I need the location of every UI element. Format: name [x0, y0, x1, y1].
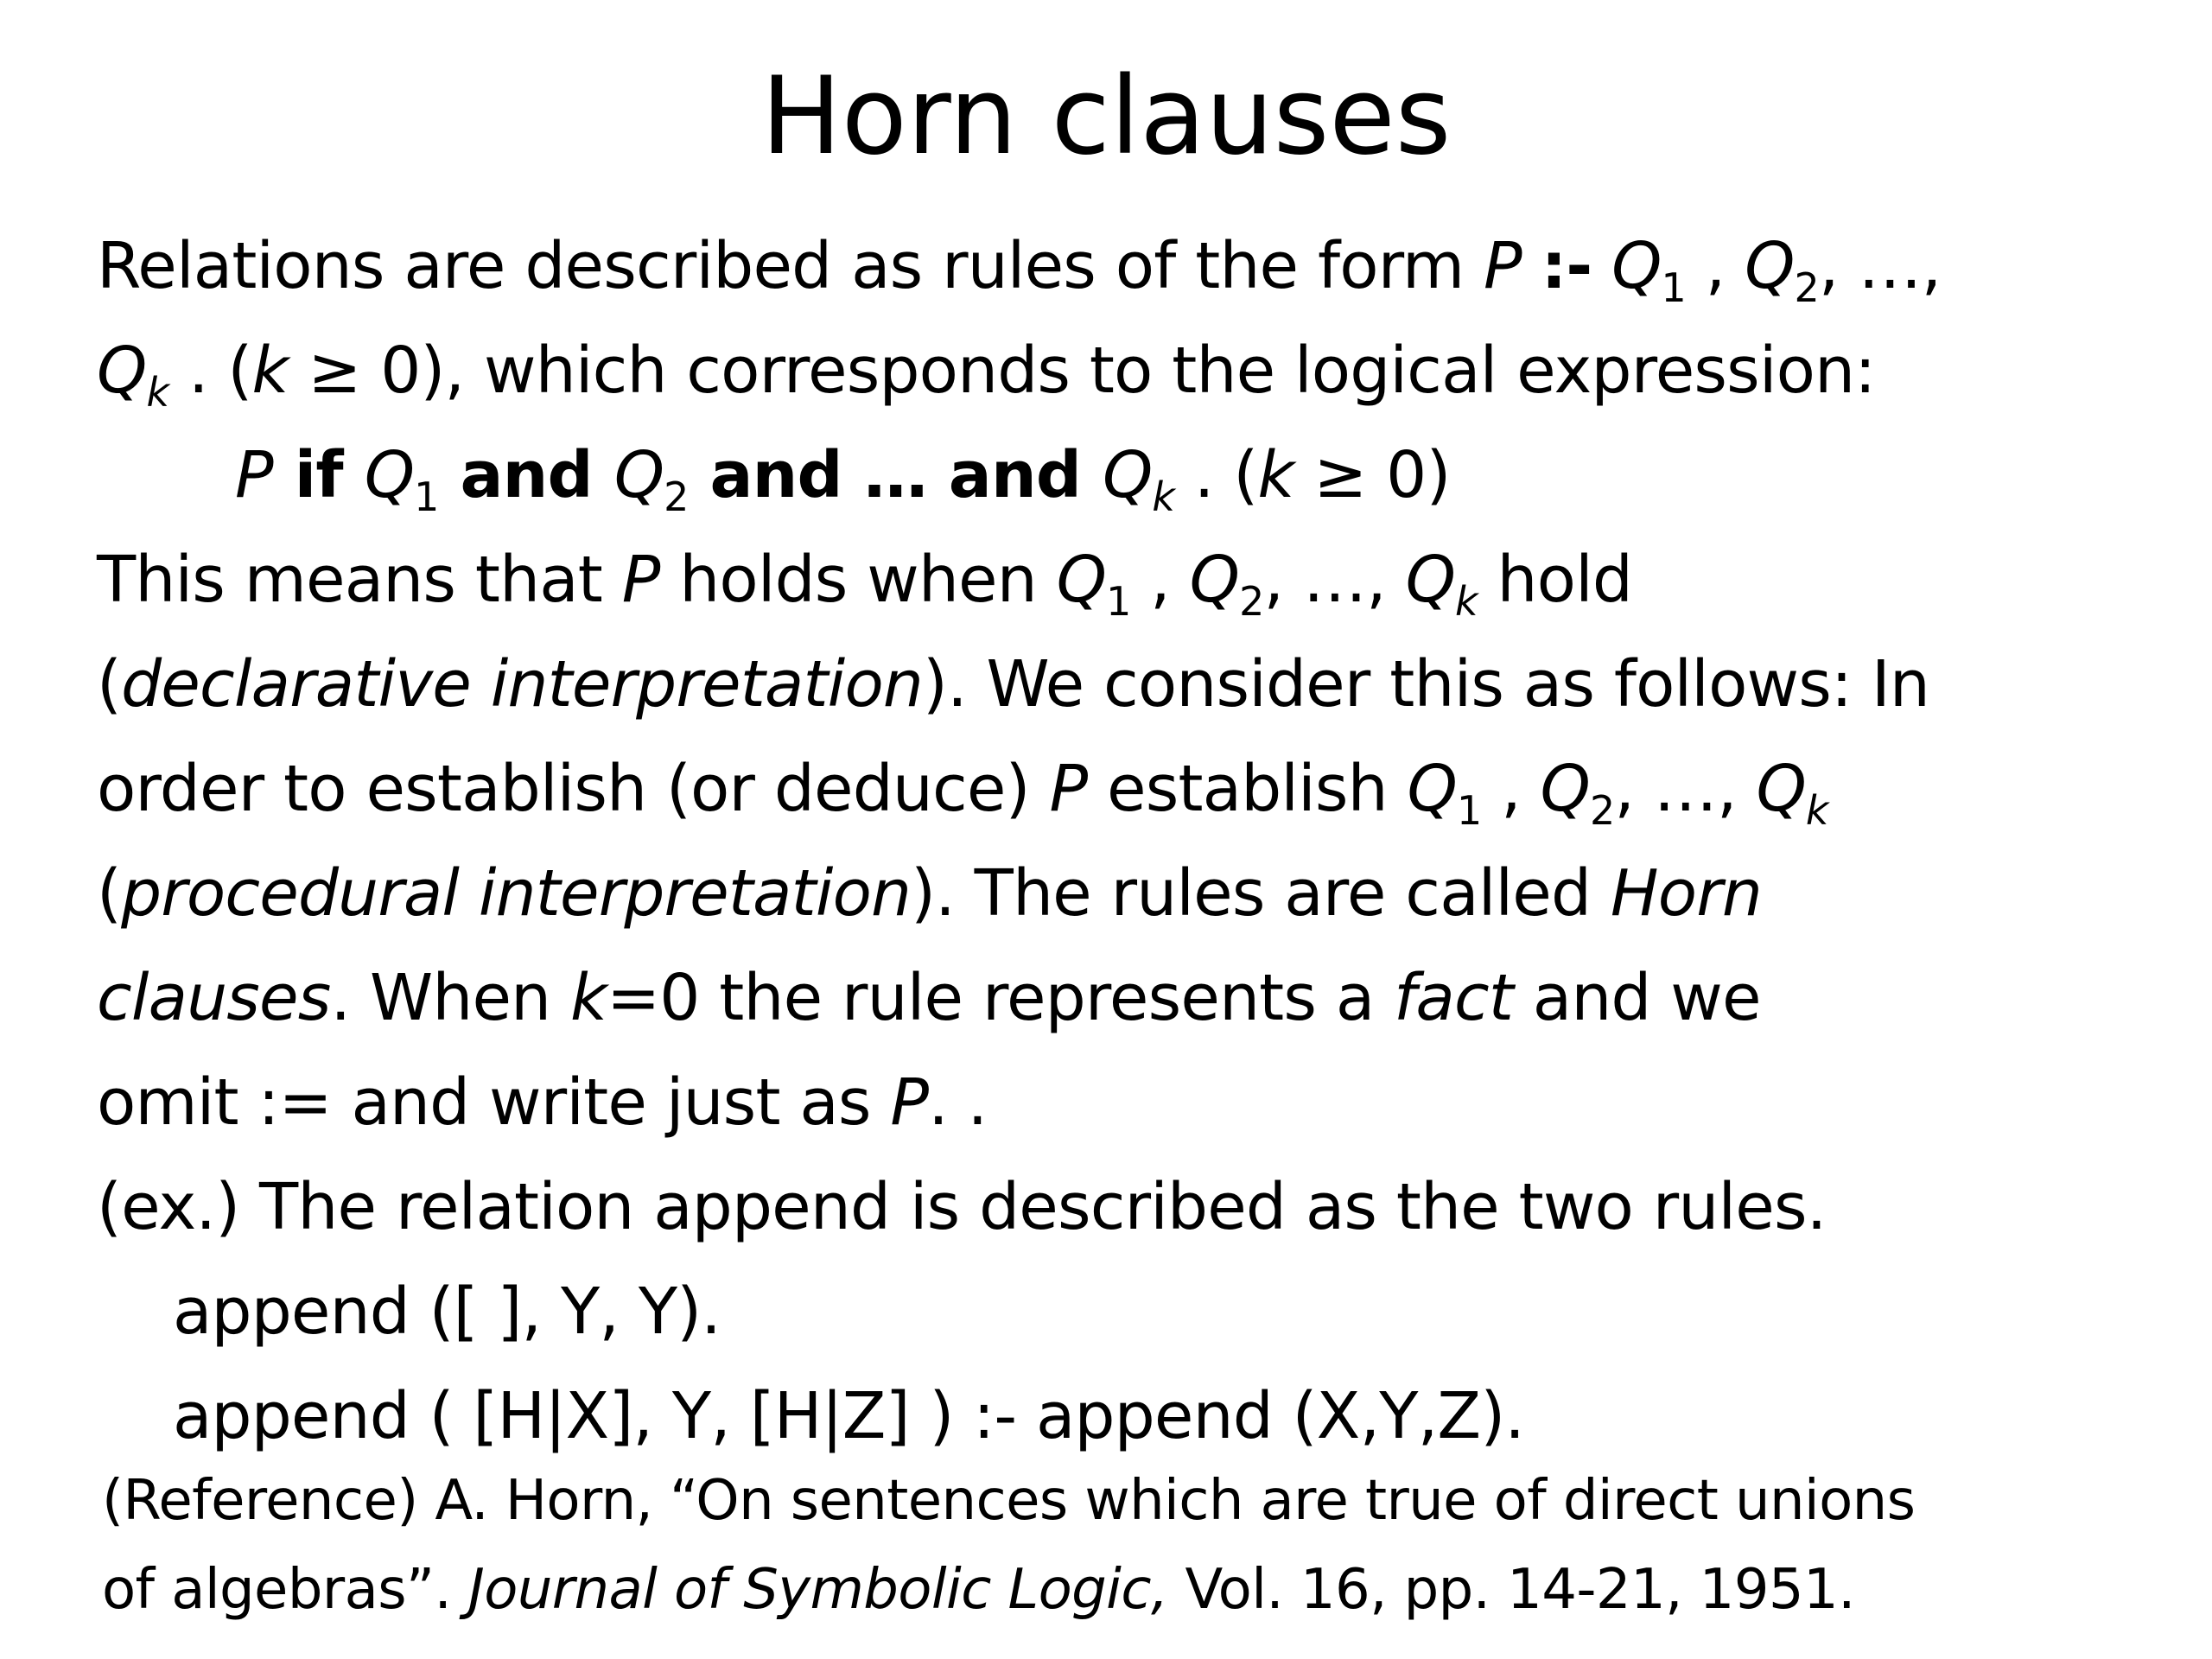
- keyword-if: if: [272, 438, 365, 512]
- symbol-q: Q: [613, 438, 664, 512]
- symbol-q: Q: [97, 334, 147, 408]
- text-run: Relations are described as rules of the form: [97, 229, 1484, 303]
- term-procedural-interpretation: procedural interpretation: [121, 856, 912, 931]
- text-run: ). The rules are called: [911, 856, 1611, 931]
- symbol-q: Q: [1056, 543, 1107, 617]
- symbol-q: Q: [364, 438, 415, 512]
- text-run: . When: [330, 961, 570, 1035]
- subscript: k: [1805, 787, 1828, 835]
- text-run: , …,: [1818, 229, 1942, 303]
- symbol-p: P: [1049, 752, 1088, 826]
- text-run: , …,: [1614, 752, 1757, 826]
- text-run: of algebras”.: [102, 1558, 468, 1622]
- text-run: (: [97, 856, 122, 931]
- body-line-4: [97, 528, 2153, 632]
- example-rule-1: append ([ ], Y, Y).: [173, 1274, 721, 1349]
- body-line-5: [97, 632, 2153, 737]
- text-run: ). We consider this as follows: In: [923, 647, 1929, 721]
- text-run: ,: [1130, 543, 1190, 617]
- symbol-q: Q: [1540, 752, 1590, 826]
- symbol-q: Q: [1756, 752, 1806, 826]
- symbol-p: P: [621, 543, 660, 617]
- symbol-k: k: [570, 961, 607, 1035]
- body-line-8: [97, 946, 2153, 1051]
- journal-name: Journal of Symbolic Logic,: [467, 1558, 1168, 1622]
- term-clauses: clauses: [97, 961, 331, 1035]
- symbol-q: Q: [1189, 543, 1240, 617]
- subscript: 1: [1661, 264, 1686, 312]
- subscript: k: [146, 369, 169, 416]
- subscript: 1: [1106, 578, 1131, 626]
- text-run: holds when: [659, 543, 1057, 617]
- text-run: (: [97, 647, 122, 721]
- symbol-q: Q: [1611, 229, 1662, 303]
- keyword-and: and: [438, 438, 614, 512]
- symbol-p: P: [235, 438, 273, 512]
- subscript: 1: [1456, 787, 1482, 835]
- term-declarative-interpretation: declarative interpretation: [121, 647, 924, 721]
- text-run: and we: [1513, 961, 1761, 1035]
- text-run: Vol. 16, pp. 14-21, 1951.: [1167, 1558, 1855, 1622]
- subscript: 1: [414, 474, 439, 521]
- reference: [102, 1457, 2158, 1635]
- subscript: k: [1455, 578, 1478, 626]
- text-run: ≥ 0): [1294, 438, 1451, 512]
- body-line-9: [97, 1051, 2153, 1155]
- term-horn: Horn: [1610, 856, 1762, 931]
- text-run: ≥ 0), which corresponds to the logical expression:: [288, 334, 1876, 408]
- subscript: k: [1152, 474, 1175, 521]
- text-run: omit := and write just as: [97, 1065, 891, 1140]
- symbol-q: Q: [1405, 543, 1456, 617]
- text-run: , …,: [1263, 543, 1406, 617]
- text-run: ,: [1481, 752, 1541, 826]
- text-run: . (: [168, 334, 252, 408]
- text-run: ,: [1685, 229, 1745, 303]
- rule-operator: :-: [1541, 229, 1592, 303]
- text-run: order to establish (or deduce): [97, 752, 1050, 826]
- slide-title: Horn clauses: [760, 54, 1452, 179]
- body-line-7: [97, 842, 2153, 946]
- symbol-p: P: [1484, 229, 1522, 303]
- term-fact: fact: [1394, 961, 1514, 1035]
- text-run: This means that: [97, 543, 622, 617]
- subscript: 2: [1589, 787, 1615, 835]
- body-line-6: [97, 737, 2153, 842]
- logical-expression: [97, 423, 2153, 528]
- body-line-1: [97, 214, 2153, 319]
- example-rule-2: append ( [H|X], Y, [H|Z] ) :- append (X,Y,Z).: [173, 1379, 1525, 1453]
- reference-line-1: (Reference) A. Horn, “On sentences which are true of direct unions: [102, 1469, 1916, 1533]
- body-line-2: [97, 319, 2153, 423]
- subscript: 2: [1239, 578, 1264, 626]
- example-intro: (ex.) The relation append is described as the two rules.: [97, 1170, 1827, 1244]
- subscript: 2: [664, 474, 689, 521]
- reference-line-2: [102, 1546, 2158, 1635]
- keyword-and: and … and: [688, 438, 1103, 512]
- symbol-q: Q: [1407, 752, 1457, 826]
- slide-body: [97, 214, 2153, 1469]
- text-run: =0 the rule represents a: [607, 961, 1395, 1035]
- symbol-q: Q: [1745, 229, 1795, 303]
- text-run: establish: [1087, 752, 1408, 826]
- symbol-k: k: [251, 334, 289, 408]
- symbol-k: k: [1257, 438, 1294, 512]
- symbol-p: P: [890, 1065, 929, 1140]
- text-run: . .: [928, 1065, 988, 1140]
- symbol-q: Q: [1102, 438, 1153, 512]
- text-run: hold: [1477, 543, 1633, 617]
- subscript: 2: [1794, 264, 1819, 312]
- text-run: . (: [1174, 438, 1258, 512]
